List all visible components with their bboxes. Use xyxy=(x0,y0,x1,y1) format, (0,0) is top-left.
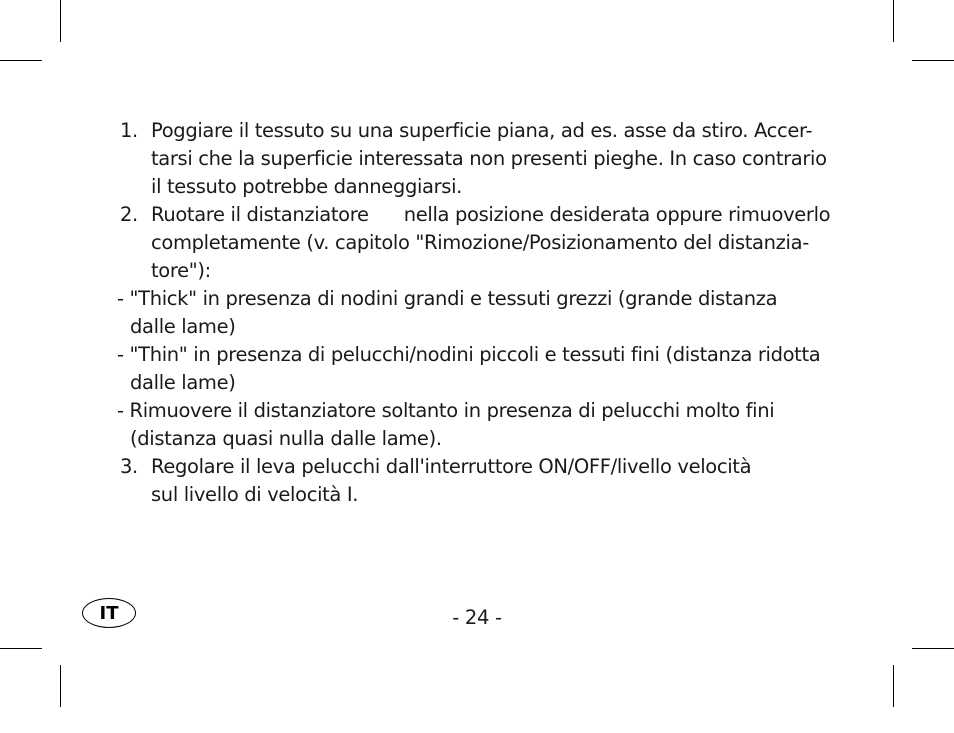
crop-mark-top-right-horizontal xyxy=(912,60,954,61)
language-badge: IT xyxy=(82,598,136,628)
step-line: Ruotare il distanziatore nella posizione desiderata oppure rimuoverlo xyxy=(151,203,831,226)
step-line: tore"): xyxy=(151,259,211,282)
option-line: - "Thin" in presenza di pelucchi/nodini piccoli e tessuti fini (distanza ridotta xyxy=(117,343,821,366)
step-line: Regolare il leva pelucchi dall'interruttore ON/OFF/livello velocità xyxy=(151,455,752,478)
page-number: - 24 - xyxy=(452,606,502,629)
step-number: 1. xyxy=(120,119,138,142)
crop-mark-bottom-right-vertical xyxy=(893,665,894,707)
crop-mark-bottom-left-vertical xyxy=(60,665,61,707)
crop-mark-top-right-vertical xyxy=(893,0,894,42)
step-line: tarsi che la superficie interessata non presenti pieghe. In caso contrario xyxy=(151,147,827,170)
option-line: dalle lame) xyxy=(130,371,236,394)
option-line: dalle lame) xyxy=(130,315,236,338)
crop-mark-top-left-vertical xyxy=(60,0,61,42)
crop-mark-bottom-left-horizontal xyxy=(0,648,42,649)
step-line: Poggiare il tessuto su una superficie piana, ad es. asse da stiro. Accer- xyxy=(151,119,813,142)
option-line: - "Thick" in presenza di nodini grandi e tessuti grezzi (grande distanza xyxy=(117,287,778,310)
step-number: 2. xyxy=(120,203,138,226)
crop-mark-top-left-horizontal xyxy=(0,60,42,61)
option-line: - Rimuovere il distanziatore soltanto in presenza di pelucchi molto fini xyxy=(117,399,775,422)
step-line: completamente (v. capitolo "Rimozione/Posizionamento del distanzia- xyxy=(151,231,809,254)
crop-mark-bottom-right-horizontal xyxy=(912,648,954,649)
step-line: il tessuto potrebbe danneggiarsi. xyxy=(151,175,463,198)
step-number: 3. xyxy=(120,455,138,478)
option-line: (distanza quasi nulla dalle lame). xyxy=(130,427,442,450)
step-line: sul livello di velocità I. xyxy=(151,483,359,506)
